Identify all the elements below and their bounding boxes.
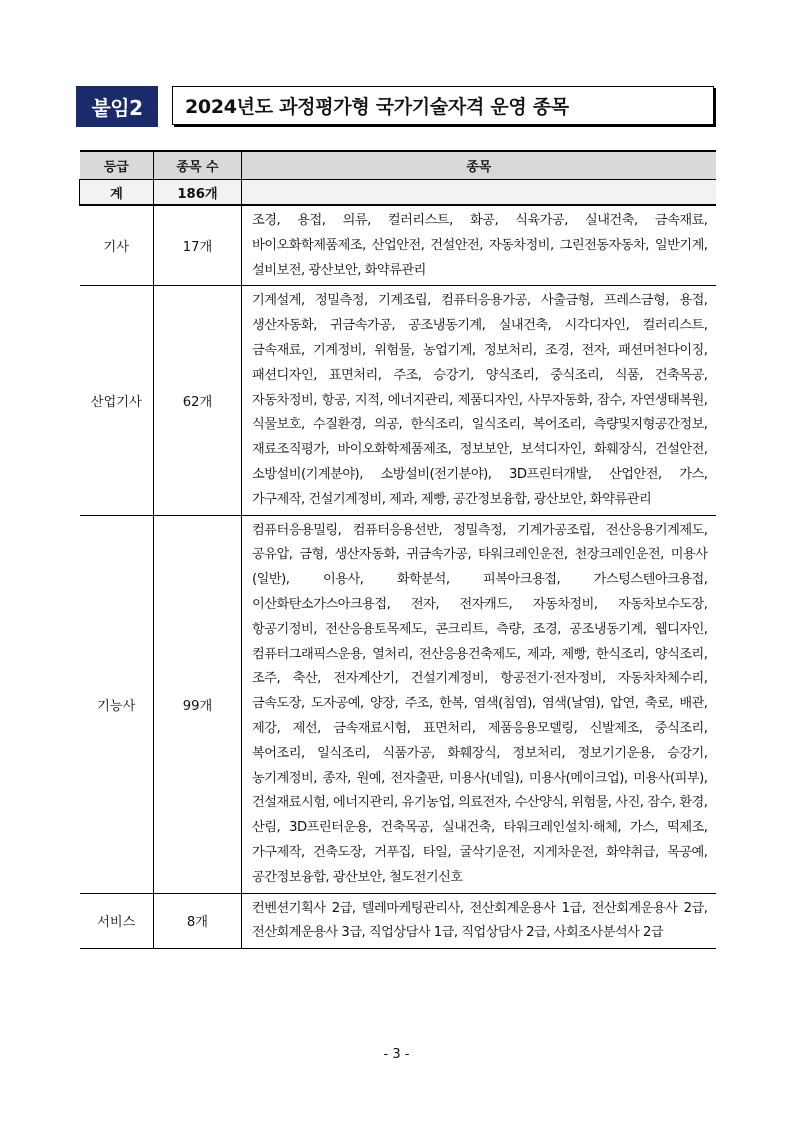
grade-cell: 서비스 — [80, 893, 154, 949]
table-header-row — [80, 151, 716, 180]
table-row — [80, 893, 716, 949]
header-grade: 등급 — [80, 151, 154, 180]
items-cell: 컴퓨터응용밀링, 컴퓨터응용선반, 정밀측정, 기계가공조립, 전산응용기계제도, 공유압, 금형, 생산자동화, 귀금속가공, 타워크레인운전, 천장크레인운전, 미용사(일반), 이용사, 화학분석, 피복아크용접, 가스텅스텐아크용접, 이산화탄소가스아크용접, 전자, 전자캐드, 자동차정비, 자동차보수도장, 항공기정비, 전산응용토목제도, 콘크리트, 측량, 조경, 공조냉동기계, 웹디자인, 컴퓨터그래픽스운용, 열처리, 전산응용건축제도, 제과, 제빵, 한식조리, 양식조리, 조주, 축산, 전자계산기, 건설기계정비, 항공전기·전자정비, 자동차차체수리, 금속도장, 도자공예, 양장, 주조, 한복, 염색(침염), 염색(날염), 압연, 축로, 배관, 제강, 제선, 금속재료시험, 표면처리, 제품응용모델링, 신발제조, 중식조리, 복어조리, 일식조리, 식품가공, 화훼장식, 정보처리, 정보기기운용, 승강기, 농기계정비, 종자, 원예, 전자출판, 미용사(네일), 미용사(메이크업), 미용사(피부), 건설재료시험, 에너지관리, 유기농업, 의료전자, 수산양식, 위험물, 사진, 잠수, 환경, 산림, 3D프린터운용, 건축목공, 실내건축, 타워크레인설치·해체, 가스, 떡제조, 가구제작, 건축도장, 거푸집, 타일, 굴삭기운전, 지게차운전, 화약취급, 목공예, 공간정보융합, 광산보안, 철도전기신호 — [242, 515, 716, 893]
total-label: 계 — [80, 180, 154, 206]
page-title: 2024년도 과정평가형 국가기술자격 운영 종목 — [172, 86, 714, 125]
header-items: 종목 — [242, 151, 716, 180]
total-count: 186개 — [154, 180, 242, 206]
total-items — [242, 180, 716, 206]
attachment-badge: 붙임2 — [76, 86, 158, 127]
page-number: - 3 - — [383, 1047, 410, 1062]
items-cell: 컨벤션기획사 2급, 텔레마케팅관리사, 전산회계운용사 1급, 전산회계운용사 2급, 전산회계운용사 3급, 직업상담사 1급, 직업상담사 2급, 사회조사분석사 2급 — [242, 893, 716, 949]
table-row — [80, 286, 716, 515]
table-row — [80, 205, 716, 286]
count-cell: 17개 — [154, 205, 242, 286]
header-count: 종목 수 — [154, 151, 242, 180]
count-cell: 8개 — [154, 893, 242, 949]
items-cell: 조경, 용접, 의류, 컬러리스트, 화공, 식육가공, 실내건축, 금속재료, 바이오화학제품제조, 산업안전, 건설안전, 자동차정비, 그린전동자동차, 일반기계, 설비보전, 광산보안, 화약류관리 — [242, 205, 716, 286]
table-row — [80, 515, 716, 893]
items-cell: 기계설계, 정밀측정, 기계조립, 컴퓨터응용가공, 사출금형, 프레스금형, 용접, 생산자동화, 귀금속가공, 공조냉동기계, 실내건축, 시각디자인, 컬러리스트, 금속재료, 기계정비, 위험물, 농업기계, 정보처리, 조경, 전자, 패션머천다이징, 패션디자인, 표면처리, 주조, 승강기, 양식조리, 중식조리, 식품, 건축목공, 자동차정비, 항공, 지적, 에너지관리, 제품디자인, 사무자동화, 잠수, 자연생태복원, 식물보호, 수질환경, 의공, 한식조리, 일식조리, 복어조리, 측량및지형공간정보, 재료조직평가, 바이오화학제품제조, 정보보안, 보석디자인, 화훼장식, 건설안전, 소방설비(기계분야), 소방설비(전기분야), 3D프린터개발, 산업안전, 가스, 가구제작, 건설기계정비, 제과, 제빵, 공간정보융합, 광산보안, 화약류관리 — [242, 286, 716, 515]
qualification-table — [79, 150, 716, 949]
count-cell: 62개 — [154, 286, 242, 515]
total-row — [80, 180, 716, 206]
count-cell: 99개 — [154, 515, 242, 893]
grade-cell: 기능사 — [80, 515, 154, 893]
grade-cell: 기사 — [80, 205, 154, 286]
grade-cell: 산업기사 — [80, 286, 154, 515]
title-row — [76, 86, 716, 127]
